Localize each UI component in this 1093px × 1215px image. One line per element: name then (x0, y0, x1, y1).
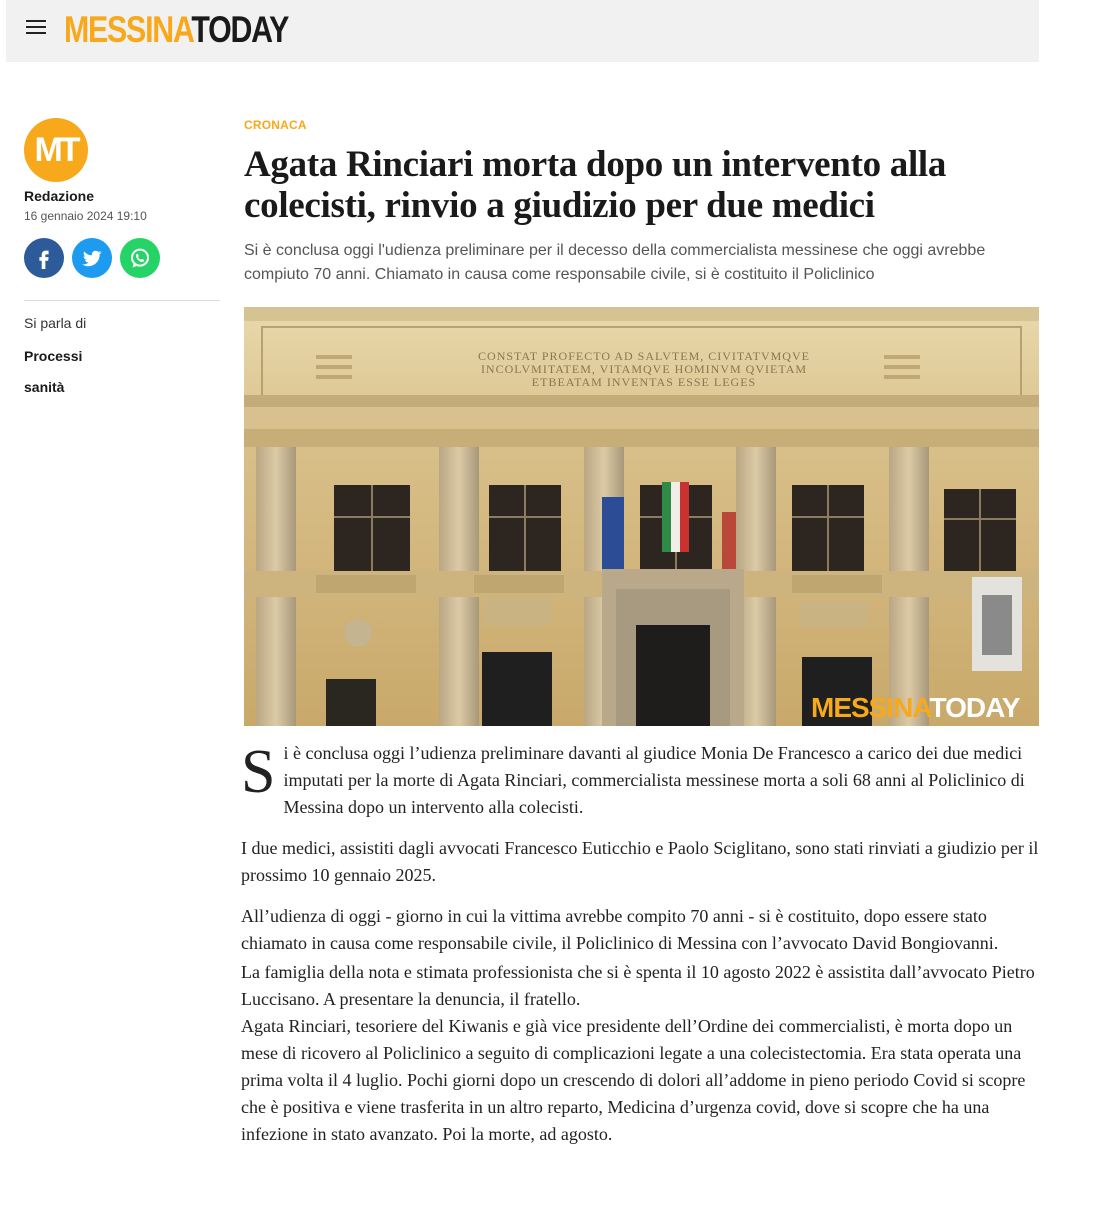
body-paragraph-1: Si è conclusa oggi l’udienza preliminare davanti al giudice Monia De Francesco a carico dei due medici imputati per la morte di Agata Rinciari, commercialista messinese morta a soli 68 anni al Policlinico di Messina dopo un intervento alla colecisti. (241, 738, 1025, 817)
article-header (244, 118, 1039, 287)
article-lead: Si è conclusa oggi l'udienza preliminare per il decesso della commercialista messinese che oggi avrebbe compiuto 70 anni. Chiamato in causa come responsabile civile, si è costituito il Policlinico (244, 242, 986, 283)
inscription-line-1: CONSTAT PROFECTO AD SALVTEM, CIVITATVMQVE (478, 349, 810, 363)
building-facade-illustration (244, 307, 1039, 726)
author-avatar (24, 118, 88, 182)
share-buttons (24, 238, 220, 278)
twitter-share-button[interactable] (72, 238, 112, 278)
author-sidebar (24, 118, 220, 395)
category-link[interactable]: CRONACA (244, 118, 307, 132)
body-paragraph-5: Agata Rinciari, tesoriere del Kiwanis e già vice presidente dell’Ordine dei commercialisti, è morta dopo un mese di ricovero al Policlinico a seguito di complicazioni legate a una colecistectomia. Era stata operata una prima volta il 4 luglio. Pochi giorni dopo un crescendo di dolori all’addome in pieno periodo Covid si scopre che è positiva e viene trasferita in un altro reparto, Medicina d’urgenza covid, dove si scopre che ha una infezione in stato avanzato. Poi la morte, ad agosto. (241, 1016, 1026, 1144)
whatsapp-share-button[interactable] (120, 238, 160, 278)
facebook-icon (33, 247, 55, 269)
facebook-share-button[interactable] (24, 238, 64, 278)
hamburger-icon[interactable] (26, 20, 46, 38)
topic-link-processi[interactable]: Processi (24, 348, 83, 364)
article-body (241, 740, 1041, 1148)
body-paragraph-2: I due medici, assistiti dagli avvocati Francesco Euticchio e Paolo Sciglitano, sono stati rinviati a giudizio per il prossimo 10 gennaio 2025. (241, 838, 1039, 885)
site-header (6, 0, 1039, 62)
publish-date: 16 gennaio 2024 19:10 (24, 209, 147, 223)
topics-label: Si parla di (24, 315, 87, 331)
inscription-line-2: INCOLVMITATEM, VITAMQVE HOMINVM QVIETAM (480, 362, 808, 376)
logo-messina: MESSINA (64, 9, 192, 50)
article-image (244, 307, 1039, 726)
body-paragraph-3: All’udienza di oggi - giorno in cui la vittima avrebbe compito 70 anni - si è costituito, dopo essere stato chiamato in causa come responsabile civile, il Policlinico di Messina con l’avvocato David Bongiovanni. (241, 906, 999, 953)
logo-today: TODAY (191, 9, 289, 50)
author-name[interactable]: Redazione (24, 188, 95, 204)
avatar-initials: MT (34, 130, 78, 169)
dropcap: S (241, 738, 276, 806)
twitter-icon (81, 247, 103, 269)
topic-link-sanita[interactable]: sanità (24, 379, 65, 395)
article-title: Agata Rinciari morta dopo un intervento alla colecisti, rinvio a giudizio per due medici (244, 144, 947, 226)
image-watermark: MESSINATODAY (811, 692, 1020, 723)
inscription-line-3: ETBEATAM INVENTAS ESSE LEGES (531, 375, 757, 389)
sidebar-divider (24, 300, 220, 301)
whatsapp-icon (128, 246, 152, 270)
body-paragraph-4: La famiglia della nota e stimata professionista che si è spenta il 10 agosto 2022 è assistita dall’avvocato Pietro Luccisano. A presentare la denuncia, il fratello. (241, 962, 1035, 1009)
site-logo[interactable] (64, 8, 288, 52)
